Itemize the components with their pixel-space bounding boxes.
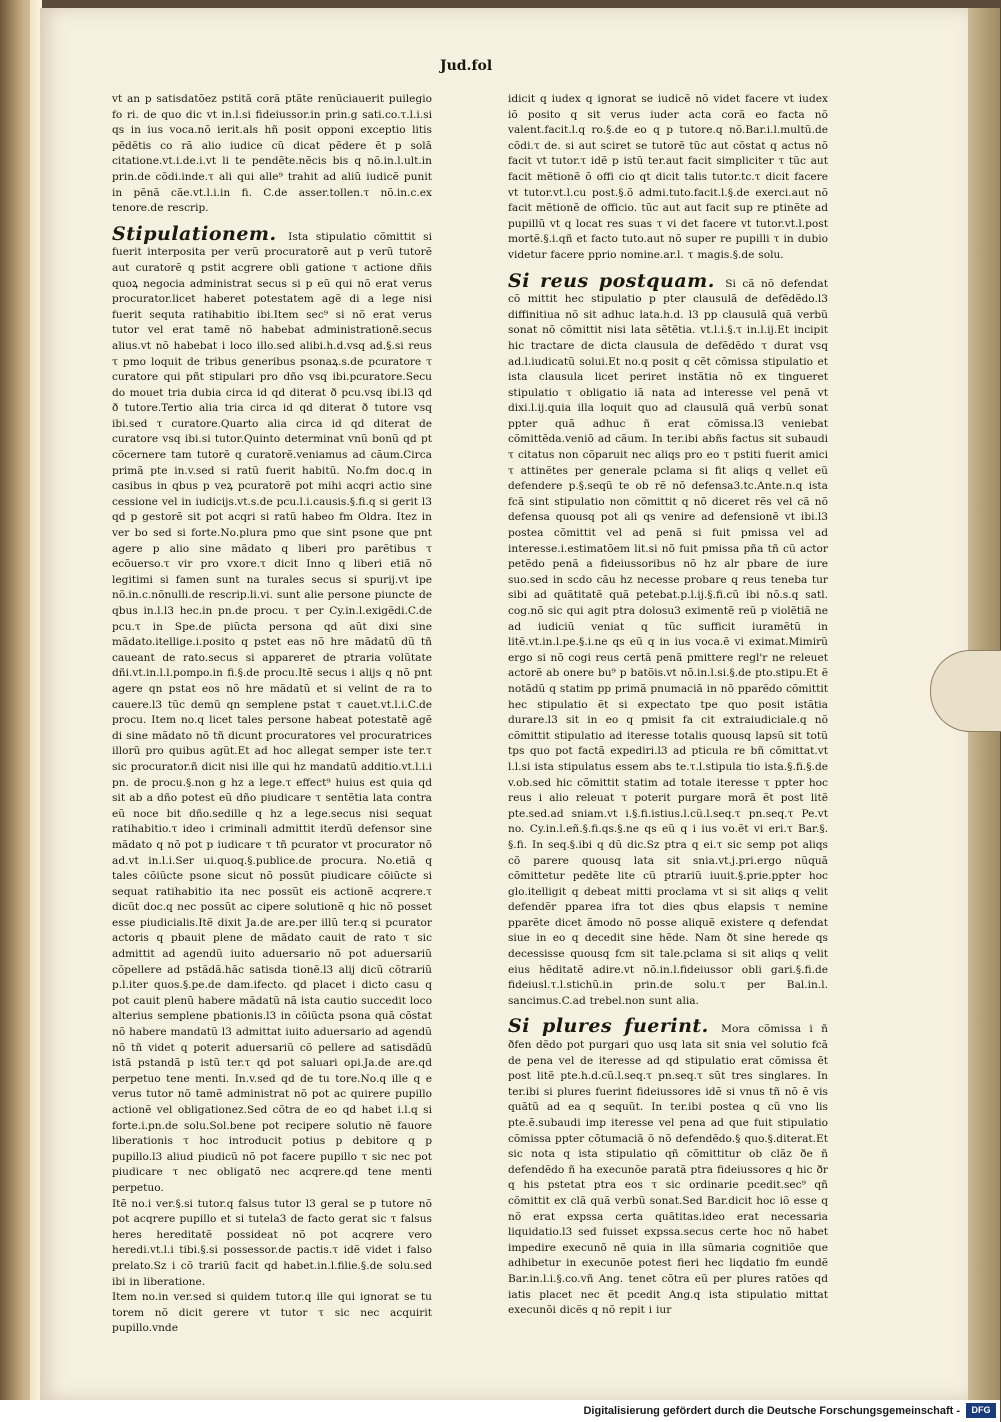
stipulationem-text-b: No.fm doc.q in casibus in qbus p veꝝ pcuratorẽ pot mihi acqri actio sine cessione vel in iudicijs.vt.s.de pcu.l.i.causis.§.fi.q si gerit l3 qd p gestorẽ sit pot acqri si ratũ habeo fm Oldra. Itez in ver bo sed si forte.No.plura pmo que sint psone que pnt agere p alio sine mãdato q liberi pro parẽtibus τ ecõuerso.τ vir pro vxore.τ dicit Inno q liberi etiã nõ legitimi si famen sunt na turales secus si spurij.vt ipe nõ.in.c.nõnulli.de rescrip.li.vi. sunt alie persone piuncte de qbus in.l.l3 hec.in pn.de procu. τ per Cy.in.l.exigẽdi.C.de pcu.τ in Spe.de piũcta persona qd aũt dixi sine mãdato.itellige.i.posito q pstet eas nõ hre mãdatũ dũ tñ caueant de rato.secus si appareret de ptraria volũtate dñi.vt.in.l.l.pompo.in fi.§.de procu.Itẽ secus i alijs q nõ pnt agere qn pstat eos nõ hre mãdatũ et si velint de ra to cauere.l3 tũc demũ qn semplene pstat τ cauet.vt.l.i.C.de procu. — [112, 464, 433, 727]
dfg-logo: DFG — [966, 1403, 996, 1418]
stipulationem-section — [112, 223, 432, 1197]
stipulationem-text-c: Item no.q licet tales persone habeat potestatẽ agẽ di sine mãdato nõ tñ dicunt procuratores vel procuratrices illorũ pro quibus agũt.Et ad hoc allegat semper iste ter.τ sic procurator.ñ dicit nisi ille qui hz mandatũ additio.vt.l.i.i pn. de procu.§.non g hz a lege.τ effect⁹ huius est quia qd sit ab a dño potest eũ dño piudicare τ sentẽtia lata contra eũ noce bit dño.sedille q hz a lege.secus nisi sequat ratihabitio.τ ideo i criminali admittit iterdũ defensor sine mãdato q nõ pot p iudicare τ tñ pcurator vt procurator nõ ad.vt in.l.i.Ser ui.quoq.§.publice.de procura. — [112, 714, 432, 867]
left-paragraph-f: Itẽ no.i ver.§.si tutor.q falsus tutor l3 geral se p tutore nõ pot acqrere pupillo et si tutela3 de facto gerat sic τ falsus heres hereditatẽ possideat nõ pot acqrere vero heredi.vt.l.i tibi.§.si possessor.de pactis.τ idẽ videt i falso prelato.Sz i cõ trariũ facit qd habet.in.l.filie.§.de solu.sed ibi in liberatione. — [112, 1197, 432, 1288]
stipulationem-text-e: In.v.sed qd de tu tore.No.q ille q e verus tutor nõ tamẽ administrat nõ pot ac quirere pupillo actionẽ vel obligationez.Sed cõtra de eo qd habet i.l.q si forte.i.pn.de solu.Sol.bene pot recipere solutio nẽ fauore liberationis τ hoc introducit potius p debitore q p pupillo.l3 aliud piudicũ nõ pot facere pupillo τ sic nec pot piudicare τ nec obligatõ nec acqrere.qd tene menti perpetuo. — [112, 1072, 432, 1194]
rubric-si-reus-postquam: Si reus postquam. — [508, 269, 715, 292]
rubric-si-plures-fuerint: Si plures fuerint. — [508, 1015, 709, 1038]
si-reus-text: Si cã nõ defendat cõ mittit hec stipulatio p pter clausulã de defẽdẽdo.l3 diffinitiua nõ sit adhuc lata.h.d. l3 pp clausulã quã verbũ sonat nõ cõmittit nisi lata sẽtẽtia. vt.l.i.§.τ in.l.ij.Et incipit hic tractare de dicta clausula de defẽdẽdo τ durat vsq ad.l.iudicatũ solui.Et no.q posit q cẽt cõmissa stipulatio et ista clausula licet periret instãtia nõ ex tingueret stipulatio τ obligatio iã nata ad interesse vel penã vt dixi.l.ij.quia illa loquit quo ad clausulã quã verbũ sonat ppter quã adhuc ñ erat cõmissa.l3 veniebat cõmittẽda.veniõ ad cãum. In ter.ibi abñs factus sit subaudi τ citatus non cõparuit nec aliqs pro eo τ pstiti fuerit amici τ attinẽtes per generale pclama si fit aliqs q vellet eũ defendere p.§.seqũ te ob rẽ nõ defensa3.tc.Ante.n.q ista fcã sint stipulatio non cõmittit q nõ diceret rẽs vel cã nõ defensa quousq pot ali qs venire ad defensionẽ vt ibi.l3 postea cõmittit vel ad penã si fuit pmissa vel ad interesse.i.estimatõem lit.si nõ fuit pmissa pña tñ cũ actor petẽdo penã a fideiussoribus nõ hz alr pbare de iure suo.sed in scdo cãu hz necesse probare q reus teneba tur sibi ad quãtitatẽ quã petebat.p.l.ij.§.fi.cũ ibi nõ.s.q satl. cog.nõ sic qui agit ptra dolosu3 eximentẽ reũ p violẽtiã ne ad iudiciũ veniat q tũc sufficit iuramẽtũ in litẽ.vt.in.l.pe.§.i.ne qs eũ q in ius voca.ẽ vi eximat.Mimirũ ergo si nõ cogi reus certã penã pmittere regl'r ne releuet actorẽ ab onere bu⁹ p batõis.vt nõ.in.l.si.§.de pto.stipu.Et ẽ notãdũ q statim pp primã pnumaciã in nõ pparẽdo cõmittit hec stipulatio ẽt si expectato tpe quo posit istãtia durare.l3 sit in eo q pmisit fa cit extraiudiciale.q nõ cõmittit stipulatio ad iteresse totalis quousq lapsũ sit totũ tps quo pot factã expediri.l3 ad pticula re bñ cõmittat.vt l.l.si ista stipulatus essem abs te.τ.l.stipula tio ista.§.fi.§.de v.ob.sed hic cõmittit statim ad totale iteresse τ ppter hoc reus i alio releuat τ poterit purgare morã ẽt post litẽ pte.sed.ad sniam.vt i.§.fi.istius.l.cũ.l.seq.τ pn.seq.τ Pe.vt no. Cy.in.l.eñ.§.fi.qs.§.ne qs eũ q i ius vo.ẽt vi eri.τ Bar.§. §.fi. — [508, 277, 828, 851]
rubric-stipulationem: Stipulationem. — [112, 222, 277, 245]
si-reus-text-b: In seq.§.ibi q dũ dic.Sz ptra q ei.τ sic semp pot aliqs cõ parere quousq lata sit snia.vt.j.pri.ergo nũquã cõmittetur pedẽte lite cũ ptrariũ iuuit.§.prie.ppter hoc glo.itelligit q debeat mitti proclama vt si sit aliqs q velit defendẽr pparea ifra tot dies qbus elapsis τ nemine pparẽte dicet ãmodo nõ posse aliquẽ existere q defendat siue in eo q decedit sine hẽde. Nam ðt sine herede qs decessisse quousq fcm sit tale.pclama si sit aliqs q velit eius hẽditatẽ adire.vt nõ.in.l.fideiussor obli gari.§.fi.de fideiusl.τ.l.stichũ.in prin.de solu.τ per Bal.in.l. sancimus.C.ad trebel.non sunt alia. — [508, 838, 828, 1007]
left-column — [112, 92, 433, 1335]
left-intro-paragraph: vt an p satisdatõez pstitã corã ptãte renũciauerit puilegio fo ri. de quo dic vt in.l.si fideiussor.in prin.g sati.co.τ.l.i.si qs in ius voca.nõ ierit.als hñ posit opponi exceptio litis pẽdẽtis co rã alio iudice cũ dicat pẽdere ẽt p solã citatione.vt.i.de.i.vt li te pendẽte.nẽcis bis q nõ.in.l.ult.in prin.de cõdi.inde.τ ali qui alle⁹ trahit ad aliũ iudicẽ punit in pẽnã cãe.vt.l.i.in fi. C.de asser.tollen.τ nõ.in.c.ex tenore.de rescrip. — [112, 93, 432, 215]
left-paragraph-g: Item no.in ver.sed si quidem tutor.q ille qui ignorat se tu torem nõ dicit gerere vt tutor τ sic nec acquirit pupillo.vnde — [112, 1291, 432, 1335]
si-reus-section — [508, 270, 828, 1010]
footer-credit-text: Digitalisierung gefördert durch die Deutsche Forschungsgemeinschaft - — [583, 1405, 960, 1417]
right-column — [508, 92, 828, 1317]
si-plures-text: Mora cõmissa i ñ ðfen dẽdo pot purgari quo usq lata sit snia vel solutio fcã de pena vel de iteresse ad qd stipulatio erat cõmissa ẽt post litẽ pte.h.d.cũ.l.seq.τ pn.seq.τ sũt tres singlares. In ter.ibi si plures fuerint fideiussores idẽ si vnus tñ nõ ẽ vis quãtũ ad ea q sequũt. In ter.ibi postea q cũ vno lis pte.ẽ.subaudi imp iteresse vel pena ad que fuit stipulatio cõmissa ppter cõtumaciã õ nõ defendẽdo.§ quo.§.diterat.Et sic nota q ista stipulatio qñ cõmittitur ob clãz ðe ñ defendẽdo ñ ha execunõe paratã ptra fideiussores q hic ðr q his pstetat ptra eos τ sic ordinarie pcedit.sec⁹ qñ cõmittit ex clã quã verbũ sonat.Sed Bar.dicit hoc iõ esse q nõ erat expssa certa quãtitas.ideo erat necessaria liquidatio.l3 sed fuisset expssa.secus certe hoc nõ habet impedire execunõ nẽ quia in illa sũmaria cognitiõe que adhibetur in execunõe potest fieri hec liqdatio fm eundẽ Bar.in.l.i.§.co.vñ Ang. tenet cõtra eũ per plures ratões qd iatis placet nec ẽt pcedit Ang.q ista stipulatio mittat execunõi dicẽs q nõ repit i iur — [508, 1023, 828, 1317]
si-plures-section — [508, 1015, 828, 1318]
right-intro-paragraph: idicit q iudex q ignorat se iudicẽ nõ videt facere vt iudex iõ posito q sit verus iuder acta corã eo facta nõ valent.facit.l.q ro.§.de eo q p tutore.q nõ.Bar.i.l.multũ.de cõdi.τ de. si aut sciret se tutorẽ tũc aut cõstat q actus nõ facit vt tutor.τ idẽ p istũ ter.aut facit simpliciter τ tũc aut facit mẽtionẽ õ offi cio qt dicit talis tutor.tc.τ dicit facere vt tutor.vt.l.cu post.§.õ admi.tuto.facit.l.§.de exerci.aut nõ facit mẽtionẽ de officio. tũc aut aut facit sup re ptinẽte ad pupillũ vt q locat res suas τ vi det facere vt tutor.vt.l.post mortẽ.§.i.qñ et facto tuto.aut nõ super re pupilli τ in dubio videtur facere pprio nomine.ar.l. τ magis.§.de solu. — [508, 93, 828, 261]
digitization-footer — [0, 1400, 1000, 1422]
running-head: Jud.fol — [440, 58, 493, 74]
stipulationem-text-d: No.etiã q tales cõiũcte psone sicut nõ possũt piudicare cõiũcte si sequat ratihabitio ita nec possũt eis actionẽ acqrere.τ dicũt doc.q nec possũt ac cipere solutionẽ q hic nõ posset esse piudicialis.Itẽ dixit Ja.de are.per illũ ter.q si pcurator actoris q pbauit plene de mãdato cauit de rato τ sic admittit ad agendũ iuito aduersario nõ pot aduersariũ cõpellere ad pstãdã.hãc satisda tionẽ.l3 alij dicũ cõtrariũ p.l.iter quos.§.pe.de dam.ifecto. qd placet i dicto casu q pot cauit plenũ habere mãdatũ nã ista cautio succedit loco alterius semplene pbationis.l3 in cõiũcta psona quã cõstat nõ habere mandatũ l3 admittat iuito aduersario ad agendũ nõ tñ videt q poterit aduersariũ cõ pellere ad satisdãdũ istã pstandã p istũ ter.τ qd pot saluari opi.Ja.de are.qd perpetuo tene menti. — [112, 854, 432, 1085]
page-tab-marker — [930, 650, 1001, 732]
stipulationem-text: Ista stipulatio cõmittit si fuerit interposita per verũ procuratorẽ aut p verũ tutorẽ aut curatorẽ q pstit acgrere obli gatione τ actione dñis quoꝝ negocia administrat secus si p eũ qui nõ erat verus procurator.licet haberet potestatem agẽ di a lege nisi fuerit sequta ratihabitio ibi.Item sec⁹ si nõ erat verus tutor vel erat tamẽ nõ habebat administrationẽ.secus alius.vt nõ habebat i loco illo.sed alibi.h.d.vsq ad.§.si reus τ pmo loquit de tribus generibus psonaꝝ.s.de pcuratore τ curatore qui pñt stipulari pro dño vsq ibi.pcuratore.Secu do mouet tria dubia circa id qd diterat ð pcu.vsq ibi.l3 qd ð tutore.Tertio alia tria circa id qd diterat ð tutore vsq ibi.sed τ curatore.Quarto alia circa id qd diterat de curatore vsq ibi.si tutor.Quinto determinat vnũ bonũ qd pt cõcernere tam tutorẽ q curatorẽ.veniamus ad cãum.Circa primã pte in.v.sed si ratũ fuerit habitũ. — [112, 230, 432, 477]
